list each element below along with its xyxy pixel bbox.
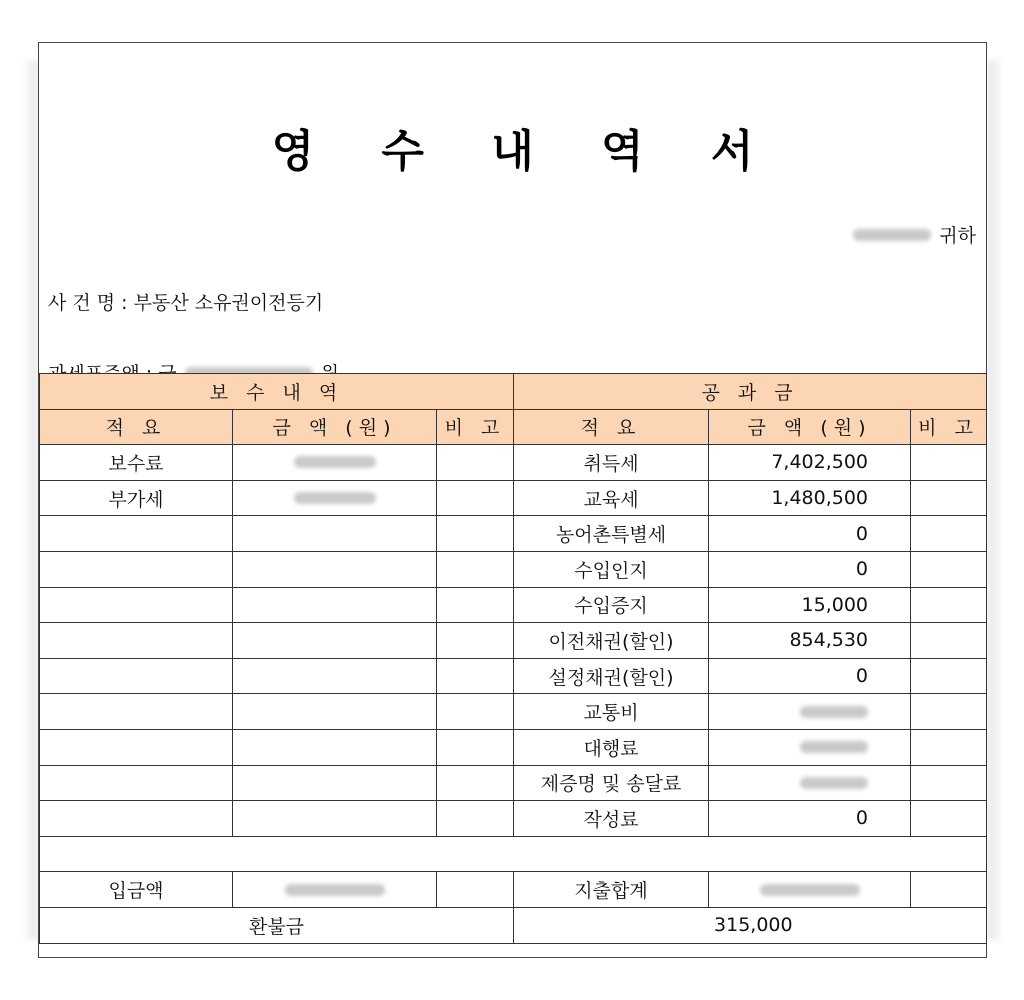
fee-note [437, 551, 514, 587]
section-public-charges-header: 공 과 금 [514, 374, 987, 410]
charge-item: 대행료 [514, 729, 709, 765]
table-row [40, 729, 987, 765]
fee-note [437, 587, 514, 623]
charge-note [911, 658, 987, 694]
charge-amount-redacted [800, 777, 868, 789]
expense-note [911, 872, 987, 908]
page-shadow-left [22, 60, 38, 940]
refund-label: 환불금 [40, 907, 514, 943]
charge-note [911, 516, 987, 552]
charge-note [911, 587, 987, 623]
spacer-cell [40, 836, 987, 872]
charge-amount: 15,000 [709, 587, 911, 623]
fee-amount [233, 694, 437, 730]
fee-note [437, 694, 514, 730]
charge-item: 이전채권(할인) [514, 623, 709, 659]
deposit-value-redacted [285, 884, 385, 896]
charge-item: 제증명 및 송달료 [514, 765, 709, 801]
deposit-value-cell [233, 872, 437, 908]
charge-amount-cell [709, 765, 911, 801]
charge-amount-cell [709, 729, 911, 765]
fee-note [437, 801, 514, 837]
page-shadow-right [988, 60, 1004, 940]
refund-row [40, 907, 987, 943]
charge-note [911, 694, 987, 730]
receipt-table [39, 373, 987, 944]
col-item-left: 적 요 [40, 409, 233, 445]
table-row [40, 445, 987, 481]
charge-note [911, 480, 987, 516]
spacer-row [40, 836, 987, 872]
fee-item [40, 729, 233, 765]
section-fees-header: 보 수 내 역 [40, 374, 514, 410]
column-header-row [40, 409, 987, 445]
totals-row [40, 872, 987, 908]
charge-item: 작성료 [514, 801, 709, 837]
charge-note [911, 445, 987, 481]
fee-item [40, 587, 233, 623]
fee-amount [233, 551, 437, 587]
fee-item [40, 623, 233, 659]
fee-item [40, 516, 233, 552]
expense-total-cell [709, 872, 911, 908]
table-row [40, 480, 987, 516]
document-title: 영 수 내 역 서 [271, 126, 780, 177]
table-row [40, 516, 987, 552]
charge-amount-redacted [800, 706, 868, 718]
charge-note [911, 729, 987, 765]
fee-amount [233, 516, 437, 552]
section-header-row [40, 374, 987, 410]
addressee-name-redacted [853, 229, 931, 241]
charge-amount: 0 [709, 516, 911, 552]
fee-amount [233, 587, 437, 623]
deposit-note [437, 872, 514, 908]
fee-amount-cell [233, 445, 437, 481]
charge-amount: 0 [709, 801, 911, 837]
charge-note [911, 623, 987, 659]
case-name: 사 건 명 : 부동산 소유권이전등기 [48, 292, 324, 314]
table-row [40, 551, 987, 587]
col-note-left: 비 고 [437, 409, 514, 445]
fee-note [437, 445, 514, 481]
fee-item: 보수료 [40, 445, 233, 481]
col-note-right: 비 고 [911, 409, 987, 445]
fee-amount-cell [233, 480, 437, 516]
table-row [40, 801, 987, 837]
charge-item: 설정채권(할인) [514, 658, 709, 694]
fee-amount [233, 729, 437, 765]
fee-amount [233, 765, 437, 801]
col-amount-left: 금 액 (원) [233, 409, 437, 445]
fee-note [437, 765, 514, 801]
fee-amount [233, 801, 437, 837]
charge-amount: 854,530 [709, 623, 911, 659]
receipt-document [38, 42, 987, 958]
charge-note [911, 551, 987, 587]
deposit-label: 입금액 [40, 872, 233, 908]
col-item-right: 적 요 [514, 409, 709, 445]
charge-amount-redacted [800, 741, 868, 753]
charge-item: 수입증지 [514, 587, 709, 623]
refund-value: 315,000 [514, 907, 987, 943]
fee-note [437, 623, 514, 659]
addressee-line [853, 221, 976, 248]
table-row [40, 694, 987, 730]
table-row [40, 765, 987, 801]
fee-item [40, 658, 233, 694]
charge-amount: 1,480,500 [709, 480, 911, 516]
charge-amount-cell [709, 694, 911, 730]
charge-item: 교육세 [514, 480, 709, 516]
fee-amount-redacted [294, 492, 376, 504]
fee-note [437, 480, 514, 516]
fee-amount [233, 658, 437, 694]
table-row [40, 658, 987, 694]
fee-note [437, 516, 514, 552]
fee-item [40, 694, 233, 730]
charge-amount: 7,402,500 [709, 445, 911, 481]
fee-item [40, 551, 233, 587]
charge-note [911, 801, 987, 837]
col-amount-right: 금 액 (원) [709, 409, 911, 445]
expense-total-label: 지출합계 [514, 872, 709, 908]
charge-item: 농어촌특별세 [514, 516, 709, 552]
fee-note [437, 658, 514, 694]
fee-amount [233, 623, 437, 659]
fee-item: 부가세 [40, 480, 233, 516]
fee-item [40, 801, 233, 837]
addressee-suffix: 귀하 [939, 225, 976, 247]
charge-item: 수입인지 [514, 551, 709, 587]
table-row [40, 623, 987, 659]
charge-amount: 0 [709, 658, 911, 694]
charge-amount: 0 [709, 551, 911, 587]
expense-total-redacted [760, 884, 860, 896]
charge-item: 취득세 [514, 445, 709, 481]
fee-item [40, 765, 233, 801]
fee-note [437, 729, 514, 765]
charge-note [911, 765, 987, 801]
fee-amount-redacted [294, 456, 376, 468]
charge-item: 교통비 [514, 694, 709, 730]
table-row [40, 587, 987, 623]
